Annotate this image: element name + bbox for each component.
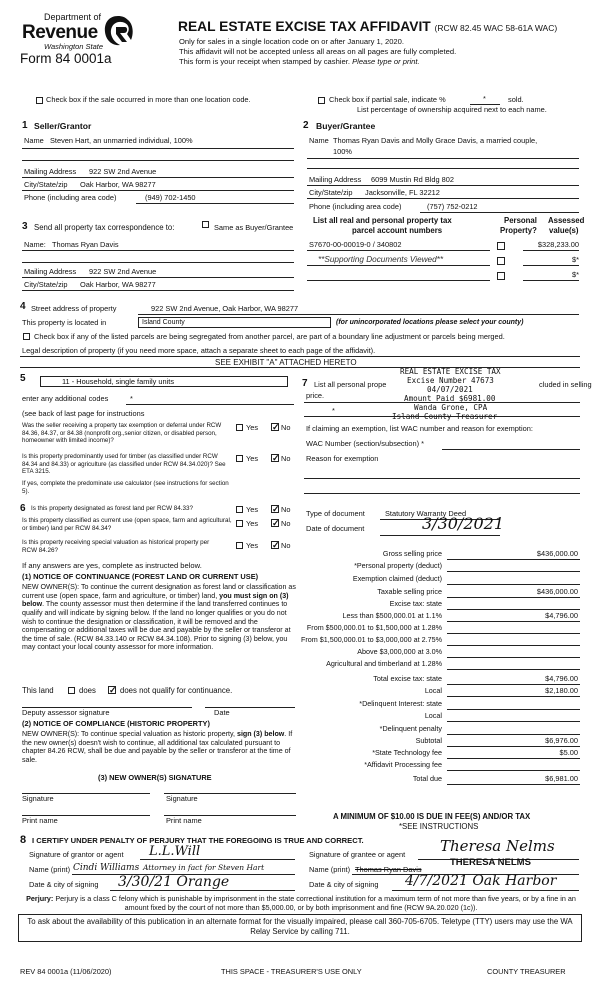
land-does-label: does	[79, 686, 96, 695]
section-8-number: 8	[20, 834, 27, 846]
tax-row-line	[447, 734, 580, 735]
exemption-yes-checkbox[interactable]	[236, 424, 243, 431]
seller-city-line	[22, 190, 294, 191]
header-line-3	[179, 58, 420, 67]
assessed-line-2	[523, 265, 579, 266]
notice-1-body-c: . The county assessor must then determine if the land transferred continues to qualify and will indicate by signing below. If the land no longer qualifies or you do not wish to continue the designation or classification, it will be removed and the compensating or additional taxes will be due and payable by the seller or transferor at the time of sale. (RCW 84.33.140 or RCW 84.34.108). Prior to signing (3) below, you may contact your local county assessor for more information.	[22, 600, 291, 652]
reason-line-1	[304, 478, 580, 479]
parcel-line-1	[307, 250, 490, 251]
corr-mail-label: Mailing Address	[24, 267, 77, 276]
notice-2-body-a: NEW OWNER(S): To continue special valuation as historic property,	[22, 730, 237, 738]
timber-no-checkbox[interactable]: ✓	[272, 453, 280, 463]
street-line	[138, 314, 579, 315]
parcel-head-2: parcel account numbers	[352, 226, 443, 235]
tax-row-label: Excise tax: state	[389, 599, 442, 608]
seller-city-label: City/State/zip	[24, 180, 68, 189]
tax-row-label: Local	[424, 686, 442, 695]
section-5-number: 5	[20, 373, 26, 384]
doc-type-label: Type of document	[306, 509, 365, 518]
grantee-date-label: Date & city of signing	[309, 880, 379, 889]
tax-row-label: *Personal property (deduct)	[354, 561, 442, 570]
assessed-value-1[interactable]: $328,233.00	[537, 240, 579, 249]
buyer-phone-field[interactable]: (757) 752-0212	[427, 202, 478, 211]
section-4-number: 4	[20, 301, 26, 312]
located-label: This property is located in	[22, 318, 107, 327]
legal-line-1	[20, 356, 580, 357]
section-7-star: *	[332, 406, 335, 415]
corr-city-label: City/State/zip	[24, 280, 68, 289]
tax-row-label: *State Technology fee	[372, 748, 442, 757]
tax-row-line	[447, 559, 580, 560]
forest-no-checkbox[interactable]: ✓	[272, 504, 280, 514]
seller-phone-label: Phone (including area code)	[24, 193, 117, 202]
notice-1-body-b: you must sign on (3) below	[22, 591, 289, 609]
price-label: price.	[306, 391, 325, 400]
tax-row-line	[447, 696, 580, 697]
seller-name-line	[22, 148, 294, 149]
same-as-buyer-label: Same as Buyer/Grantee	[214, 223, 294, 232]
current-use-question: Is this property classified as current use (open space, farm and agricultural, or timber) land per RCW 84.34?	[22, 517, 232, 532]
timber-note: If yes, complete the predominate use calculator (see instructions for section 5).	[22, 480, 229, 495]
see-instructions-note: *SEE INSTRUCTIONS	[399, 822, 479, 831]
grantor-name-label: Name (print)	[29, 865, 71, 874]
additional-codes-value[interactable]: *	[130, 394, 133, 403]
wac-label-text: WAC Number (section/subsection)	[306, 439, 420, 448]
tax-row-line	[447, 633, 580, 634]
dept-main: Revenue	[22, 22, 98, 43]
county-treasurer-label: COUNTY TREASURER	[487, 967, 566, 976]
form-number: Form 84 0001a	[20, 51, 112, 66]
tax-row-label: Agricultural and timberland at 1.28%	[326, 659, 442, 668]
tax-row-label: Total due	[412, 774, 442, 783]
doc-type-field[interactable]: Statutory Warranty Deed	[385, 509, 467, 518]
header-line-2: This affidavit will not be accepted unless all areas on all pages are fully completed.	[179, 47, 457, 56]
partial-list-label: List percentage of ownership acquired next to each name.	[357, 105, 547, 114]
current-use-yes-label: Yes	[246, 519, 259, 528]
assessed-value-3[interactable]: $*	[572, 270, 579, 279]
section-1-number: 1	[22, 120, 28, 131]
title-text: REAL ESTATE EXCISE TAX AFFIDAVIT	[178, 19, 431, 34]
forest-yes-checkbox[interactable]	[236, 506, 243, 513]
corr-city-line	[22, 290, 294, 291]
buyer-name-label: Name	[309, 136, 329, 145]
treasurer-use-label: THIS SPACE - TREASURER'S USE ONLY	[221, 967, 362, 976]
personal-line-1	[304, 402, 580, 403]
form-revision: REV 84 0001a (11/06/2020)	[20, 967, 112, 976]
forest-yes-label: Yes	[246, 505, 259, 514]
corr-mail-line	[22, 277, 294, 278]
tax-row-line	[447, 784, 580, 785]
tax-row-label: Taxable selling price	[377, 587, 442, 596]
parcel-line-3	[307, 280, 490, 281]
header-line-3-text: This form is your receipt when stamped by cashier.	[179, 57, 350, 66]
grantor-date-label: Date & city of signing	[29, 880, 99, 889]
exemption-no-checkbox[interactable]: ✓	[272, 422, 280, 432]
buyer-phone-line	[420, 212, 579, 213]
tax-row-value[interactable]: $4,796.00	[545, 611, 578, 620]
parcel-number-1[interactable]: S7670-00-00019-0 / 340802	[309, 240, 402, 249]
revenue-emblem-icon	[103, 14, 133, 48]
seller-heading: Seller/Grantor	[34, 121, 92, 131]
tax-row-label: *Affidavit Processing fee	[364, 760, 442, 769]
tax-row-value[interactable]: $4,796.00	[545, 674, 578, 683]
this-land-label: This land	[22, 686, 54, 695]
section-7-number: 7	[302, 378, 308, 389]
header-line-1: Only for sales in a single location code on or after January 1, 2020.	[179, 37, 404, 46]
title-ref: (RCW 82.45 WAC 58-61A WAC)	[434, 23, 558, 33]
exemption-no-label: No	[281, 423, 291, 432]
corr-city-field[interactable]: Oak Harbor, WA 98277	[80, 280, 156, 289]
forest-question: Is this property designated as forest land per RCW 84.33?	[31, 505, 194, 512]
included-label: cluded in selling	[539, 380, 592, 389]
personal-list-label: List all personal prope	[314, 380, 387, 389]
seller-mail-field[interactable]: 922 SW 2nd Avenue	[89, 167, 157, 176]
minimum-fee-note: A MINIMUM OF $10.00 IS DUE IN FEE(S) AND/OR TAX	[333, 812, 531, 821]
grantee-date-line	[392, 890, 579, 891]
reason-label: Reason for exemption	[306, 454, 379, 463]
timber-question: Is this property predominantly used for timber (as classified under RCW 84.34 and 84.33) or agriculture (as classified under RCW 84.34.020)? See ETA 3215.	[22, 453, 226, 476]
supporting-docs-note: **Supporting Documents Viewed**	[318, 255, 444, 264]
buyer-mail-label: Mailing Address	[309, 175, 362, 184]
personal-head-1: Personal	[504, 216, 537, 225]
tax-row-line	[447, 657, 580, 658]
tax-row-label: *Delinquent penalty	[379, 724, 442, 733]
corr-name-label: Name:	[24, 240, 46, 249]
street-label: Street address of property	[31, 304, 117, 313]
historic-question: Is this property receiving special valuation as historical property per RCW 84.26?	[22, 539, 210, 554]
owner-sig-label-2: Signature	[166, 794, 198, 803]
deputy-date-label: Date	[214, 708, 230, 717]
tax-row-label: Gross selling price	[382, 549, 442, 558]
buyer-city-line	[307, 198, 579, 199]
personal-head-2: Property?	[500, 226, 537, 235]
assessed-head-2: value(s)	[549, 226, 579, 235]
notice-3-heading: (3) NEW OWNER(S) SIGNATURE	[98, 773, 212, 782]
stamp-line-6: Island County Treasurer	[392, 412, 498, 421]
wac-value[interactable]: *	[421, 439, 425, 448]
notice-2-body-c: . If the new owner(s) doesn't wish to continue, all additional tax calculated pursuant to chapter 84.26 RCW, shall be due and payable by the seller or transferor at the time of sale.	[22, 730, 293, 764]
if-yes-label: If any answers are yes, complete as instructed below.	[22, 561, 202, 570]
segregated-checkbox[interactable]	[23, 333, 30, 340]
buyer-phone-label: Phone (including area code)	[309, 202, 402, 211]
wac-label	[306, 440, 424, 449]
corr-mail-field[interactable]: 922 SW 2nd Avenue	[89, 267, 157, 276]
timber-yes-label: Yes	[246, 454, 259, 463]
multi-location-checkbox[interactable]	[36, 97, 43, 104]
partial-sale-label: Check box if partial sale, indicate %	[329, 95, 446, 104]
tax-row-line	[447, 597, 580, 598]
tax-row-line	[447, 721, 580, 722]
partial-sale-checkbox[interactable]	[318, 97, 325, 104]
tax-row-line	[447, 709, 580, 710]
certify-statement: I CERTIFY UNDER PENALTY OF PERJURY THAT THE FOREGOING IS TRUE AND CORRECT.	[32, 836, 364, 845]
grantee-name-struck: Thomas Ryan Davis	[355, 865, 422, 874]
tax-row-value[interactable]: $436,000.00	[536, 587, 578, 596]
dept-top: Department of	[44, 12, 102, 22]
tax-row-value[interactable]: $6,976.00	[545, 736, 578, 745]
buyer-city-field[interactable]: Jacksonville, FL 32212	[365, 188, 440, 197]
notice-2-body	[22, 730, 300, 765]
wac-line	[442, 449, 580, 450]
tax-row-line	[447, 571, 580, 572]
tax-row-label: Local	[424, 711, 442, 720]
header-line-3-italic: Please type or print.	[352, 57, 420, 66]
buyer-name-line	[307, 158, 579, 159]
land-does-checkbox[interactable]	[68, 687, 75, 694]
personal-checkbox-3[interactable]	[497, 272, 505, 280]
notice-2-heading: (2) NOTICE OF COMPLIANCE (HISTORIC PROPERTY)	[22, 719, 210, 728]
county-note: (for unincorporated locations please select your county)	[336, 319, 524, 326]
forest-no-label: No	[281, 505, 291, 514]
owner-print-label-1: Print name	[22, 816, 58, 825]
county-value: Island County	[142, 319, 185, 326]
tax-row-line	[447, 645, 580, 646]
tax-row-value[interactable]: $2,180.00	[545, 686, 578, 695]
tax-row-line	[447, 684, 580, 685]
buyer-name-field[interactable]: Thomas Ryan Davis and Molly Grace Davis, a married couple,	[333, 136, 538, 145]
seller-name-line-2	[22, 160, 294, 161]
reason-line-2	[304, 493, 580, 494]
corr-name-field[interactable]: Thomas Ryan Davis	[52, 240, 119, 249]
grantee-date-field[interactable]: 4/7/2021 Oak Harbor	[405, 873, 557, 889]
historic-no-checkbox[interactable]: ✓	[272, 540, 280, 550]
parcel-head-1: List all real and personal property tax	[313, 216, 452, 225]
seller-phone-line	[136, 203, 294, 204]
buyer-heading: Buyer/Grantee	[316, 121, 376, 131]
see-back-label: (see back of last page for instructions	[22, 409, 145, 418]
grantee-sig-label: Signature of grantee or agent	[309, 850, 406, 859]
owner-sig-label-1: Signature	[22, 794, 54, 803]
claim-label: If claiming an exemption, list WAC number and reason for exemption:	[306, 424, 533, 433]
same-as-buyer-checkbox[interactable]	[202, 221, 209, 228]
tax-row-label: Less than $500,000.01 at 1.1%	[342, 611, 442, 620]
street-field[interactable]: 922 SW 2nd Avenue, Oak Harbor, WA 98277	[151, 304, 299, 313]
grantor-date-line	[110, 890, 295, 891]
notice-1-heading: (1) NOTICE OF CONTINUANCE (FOREST LAND OR CURRENT USE)	[22, 572, 259, 581]
corr-name-line	[22, 250, 294, 251]
additional-codes-label: enter any additional codes	[22, 394, 109, 403]
timber-no-label: No	[281, 454, 291, 463]
grantor-name-field[interactable]: Cindi Williams	[73, 863, 140, 873]
notice-1-body	[22, 583, 300, 652]
legal-label: Legal description of property (if you need more space, attach a separate sheet to each page of the affidavit).	[22, 346, 376, 355]
stamp-line-3: 04/07/2021	[427, 385, 473, 394]
parcel-line-2	[307, 265, 490, 266]
perjury-text: Perjury is a class C felony which is punishable by imprisonment in the state correctional institution for a maximum term of not more than five years, or by a fine in an amount fixed by the court of not more than $5,000.00, or by both imprisonment and fine (RCW 9A.20.020 (1c)).	[55, 894, 576, 912]
tax-row-label: Exemption claimed (deduct)	[352, 574, 442, 583]
assessed-value-2[interactable]: $*	[572, 255, 579, 264]
segregated-label: Check box if any of the listed parcels are being segregated from another parcel, are part of a boundary line adjustment or parcels being merged.	[34, 332, 505, 341]
assessed-line-1	[523, 250, 579, 251]
tax-row-value[interactable]: $436,000.00	[536, 549, 578, 558]
current-use-no-label: No	[281, 519, 291, 528]
perjury-label: Perjury:	[26, 894, 54, 903]
grantor-signature[interactable]: L.L.Will	[149, 844, 201, 859]
grantee-signature[interactable]: Theresa Nelms	[440, 837, 555, 855]
tax-row-line	[447, 669, 580, 670]
deputy-sig-label: Deputy assessor signature	[22, 708, 110, 717]
section-6-number: 6	[20, 503, 26, 514]
tax-row-label: *Delinquent Interest: state	[359, 699, 442, 708]
notice-1-body-a: NEW OWNER(S): To continue the current designation as forest land or classification as current use (open space, farm and agriculture, or timber) land,	[22, 583, 296, 600]
exemption-yes-label: Yes	[246, 423, 259, 432]
land-does-not-label: does not qualify for continuance.	[120, 686, 233, 695]
land-use-value: 11 - Household, single family units	[62, 377, 175, 386]
buyer-mail-field[interactable]: 6099 Mustin Rd Bldg 802	[371, 175, 454, 184]
stamp-line-5: Wanda Grone, CPA	[414, 403, 488, 412]
tax-row-value[interactable]: $5.00	[559, 748, 578, 757]
personal-line-2	[304, 416, 580, 417]
tax-row-line	[447, 746, 580, 747]
seller-city-field[interactable]: Oak Harbor, WA 98277	[80, 180, 156, 189]
section-3-number: 3	[22, 221, 28, 232]
tax-row-label: Total excise tax: state	[373, 674, 442, 683]
personal-checkbox-2[interactable]	[497, 257, 505, 265]
multi-location-label: Check box if the sale occurred in more than one location code.	[46, 95, 251, 104]
doc-date-label: Date of document	[306, 524, 365, 533]
seller-name-field[interactable]: Steven Hart, an unmarried individual, 100%	[50, 136, 193, 145]
grantor-date-field[interactable]: 3/30/21 Orange	[118, 874, 230, 890]
seller-name-label: Name	[24, 136, 44, 145]
accessibility-text: To ask about the availability of this publication in an alternate format for the visually impaired, please call 360-705-6705. Teletype (TTY) users may use the WA Relay Service by calling 711.	[27, 917, 573, 937]
grantee-name-field[interactable]: THERESA NELMS	[450, 857, 531, 868]
timber-yes-checkbox[interactable]	[236, 455, 243, 462]
stamp-line-2: Excise Number 47673	[407, 376, 494, 385]
buyer-mail-line	[307, 185, 579, 186]
tax-row-line	[447, 770, 580, 771]
assessed-head-1: Assessed	[548, 216, 585, 225]
tax-row-label: From $500,000.01 to $1,500,000 at 1.28%	[306, 623, 442, 632]
tax-row-line	[447, 758, 580, 759]
personal-checkbox-1[interactable]	[497, 242, 505, 250]
assessed-line-3	[523, 280, 579, 281]
current-use-no-checkbox[interactable]: ✓	[272, 518, 280, 528]
historic-yes-checkbox[interactable]	[236, 542, 243, 549]
doc-date-line	[380, 535, 500, 536]
grantor-sig-line	[140, 859, 295, 860]
seller-mail-label: Mailing Address	[24, 167, 77, 176]
exhibit-text[interactable]: SEE EXHIBIT "A" ATTACHED HERETO	[215, 358, 357, 367]
partial-pct-value[interactable]: *	[483, 94, 486, 103]
exemption-question: Was the seller receiving a property tax exemption or deferral under RCW 84.36, 84.37, or 84.38 (nonprofit org.,senior citizen, or disabled person, homeowner with limited income)?	[22, 422, 222, 445]
stamp-line-1: REAL ESTATE EXCISE TAX	[400, 367, 501, 376]
tax-row-line	[447, 621, 580, 622]
owner-print-label-2: Print name	[166, 816, 202, 825]
partial-sold-label: sold.	[508, 95, 524, 104]
stamp-line-4: Amount Paid $6981.00	[404, 394, 496, 403]
perjury-statement	[22, 895, 580, 913]
seller-mail-line	[22, 177, 294, 178]
tax-row-line	[447, 584, 580, 585]
form-title	[178, 19, 557, 35]
tax-row-line	[447, 609, 580, 610]
historic-yes-label: Yes	[246, 541, 259, 550]
grantee-name-label: Name (print)	[309, 865, 351, 874]
seller-phone-field[interactable]: (949) 702-1450	[145, 193, 196, 202]
tax-row-label: Above $3,000,000 at 3.0%	[357, 647, 442, 656]
doc-date-field[interactable]: 3/30/2021	[422, 514, 505, 533]
buyer-city-label: City/State/zip	[309, 188, 353, 197]
land-does-not-checkbox[interactable]: ✓	[109, 685, 117, 695]
historic-no-label: No	[281, 541, 291, 550]
buyer-name-line-2	[307, 168, 579, 169]
correspondence-label: Send all property tax correspondence to:	[34, 223, 175, 232]
dept-state: Washington State	[44, 42, 104, 51]
grantor-sig-label: Signature of grantor or agent	[29, 850, 124, 859]
corr-name-line-2	[22, 262, 294, 263]
tax-row-value[interactable]: $6,981.00	[545, 774, 578, 783]
buyer-name-field-2[interactable]: 100%	[333, 147, 352, 156]
tax-row-label: Subtotal	[415, 736, 442, 745]
notice-2-body-b: sign (3) below	[237, 730, 285, 738]
tax-row-label: From $1,500,000.01 to $3,000,000 at 2.75%	[300, 635, 442, 644]
grantor-attorney-note: Attorney in fact for Steven Hart	[143, 863, 265, 872]
section-2-number: 2	[303, 120, 309, 131]
current-use-yes-checkbox[interactable]	[236, 520, 243, 527]
additional-codes-line	[126, 404, 294, 405]
